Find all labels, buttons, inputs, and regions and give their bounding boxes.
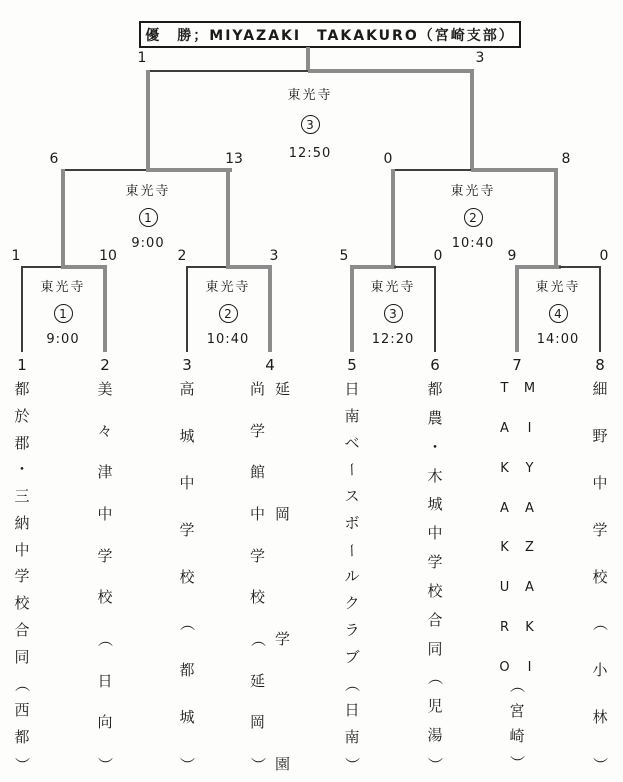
qf2-bar-left xyxy=(186,266,228,268)
name-char: 納 xyxy=(14,513,30,532)
name-char: ル xyxy=(344,567,360,586)
name-char: ボ xyxy=(344,513,360,532)
vertical-name-line xyxy=(248,382,268,772)
name-char: 尚 xyxy=(249,380,265,398)
team-seed: 2 xyxy=(100,356,110,374)
name-char: 城 xyxy=(179,708,195,727)
sf2-right-leg xyxy=(554,169,558,267)
team-name-columns xyxy=(568,382,623,772)
qf4-score-left: 9 xyxy=(507,248,517,264)
qf4-bar-left xyxy=(515,265,561,269)
name-char: ・ xyxy=(14,460,30,479)
name-char: ） xyxy=(343,756,362,772)
name-char: A xyxy=(525,500,534,516)
team-name-columns xyxy=(320,382,384,772)
qf2-venue: 東光寺 xyxy=(205,280,251,295)
match-label-final xyxy=(265,84,355,161)
name-char: 学 xyxy=(97,546,113,565)
team-column-8 xyxy=(568,356,623,772)
vertical-name-line xyxy=(520,382,540,674)
name-char: 日 xyxy=(344,380,360,398)
name-char: Y xyxy=(525,460,534,476)
name-char: 同 xyxy=(14,647,30,666)
vertical-name-line xyxy=(342,382,362,772)
name-char: K xyxy=(500,540,509,556)
match-label-qf1 xyxy=(18,276,108,347)
vertical-name-line xyxy=(12,382,32,772)
sf1-bar-right xyxy=(146,168,232,172)
name-char: 農 xyxy=(427,408,443,427)
team-name-columns xyxy=(73,382,137,772)
sf1-right-leg xyxy=(226,169,230,267)
name-char: 合 xyxy=(14,621,30,640)
qf1-score-right: 10 xyxy=(99,248,117,264)
vertical-name-line xyxy=(425,382,445,772)
name-char: 岡 xyxy=(249,713,265,732)
name-char: 校 xyxy=(427,581,443,600)
vertical-name-line xyxy=(177,382,197,772)
qf2-score-left: 2 xyxy=(177,248,187,264)
name-char: Z xyxy=(525,540,534,556)
name-char: 高 xyxy=(179,380,195,398)
sf2-left-leg xyxy=(391,169,395,267)
name-char: ） xyxy=(178,756,197,773)
name-char: 林 xyxy=(592,708,608,727)
name-char: ブ xyxy=(344,647,360,666)
name-char: ） xyxy=(13,756,32,772)
name-char: 中 xyxy=(14,540,30,559)
sf2-score-left: 0 xyxy=(383,151,393,167)
name-char: 美 xyxy=(97,380,113,398)
name-char: ー xyxy=(343,542,362,558)
name-char: A xyxy=(500,500,509,516)
vertical-name-line xyxy=(95,382,115,772)
sf1-time: 9:00 xyxy=(131,236,165,251)
name-char: 園 xyxy=(274,755,290,773)
name-char: 南 xyxy=(344,728,360,747)
name-char: 学 xyxy=(179,520,195,539)
qf4-time: 14:00 xyxy=(536,332,580,347)
team-column-7 xyxy=(485,356,549,772)
sf1-left-leg xyxy=(61,169,65,267)
name-char: 学 xyxy=(249,421,265,440)
name-char: 崎 xyxy=(509,727,525,746)
name-char: 学 xyxy=(249,546,265,565)
qf3-score-left: 5 xyxy=(339,248,349,264)
name-char: 日 xyxy=(344,701,360,720)
final-bar-right xyxy=(308,69,474,73)
team-seed: 6 xyxy=(430,356,440,374)
name-char: （ xyxy=(591,616,610,632)
name-char: O xyxy=(499,659,510,675)
team-name-footer xyxy=(485,678,549,770)
name-char: ラ xyxy=(344,621,360,640)
name-char: 中 xyxy=(97,504,113,523)
team-seed: 5 xyxy=(347,356,357,374)
qf2-score-right: 3 xyxy=(269,248,279,264)
final-score-left: 1 xyxy=(137,50,147,66)
name-char: 城 xyxy=(179,426,195,445)
match-label-sf1 xyxy=(103,180,193,251)
name-char: 木 xyxy=(427,466,443,485)
name-char: 中 xyxy=(427,524,443,543)
name-char: A xyxy=(500,420,509,436)
name-char: 館 xyxy=(249,463,265,482)
name-char: 郡 xyxy=(14,433,30,452)
name-char: K xyxy=(500,460,509,476)
final-bar-left xyxy=(147,70,310,72)
name-char: ） xyxy=(426,756,445,772)
name-char: 於 xyxy=(14,406,30,425)
name-char: （ xyxy=(96,631,115,647)
qf1-bar-right xyxy=(61,265,107,269)
name-char: （ xyxy=(508,677,527,694)
name-char: 校 xyxy=(592,567,608,586)
name-char: 校 xyxy=(179,567,195,586)
name-char: 学 xyxy=(592,520,608,539)
name-char: 学 xyxy=(427,553,443,572)
name-char: ） xyxy=(591,756,610,773)
qf1-score-left: 1 xyxy=(11,248,21,264)
name-char: （ xyxy=(178,616,197,632)
sf2-bar-right xyxy=(471,168,558,172)
name-char: 湯 xyxy=(427,726,443,745)
qf2-game-number: 2 xyxy=(219,304,238,323)
name-char: 児 xyxy=(427,697,443,716)
name-char: ー xyxy=(343,462,362,478)
qf4-bar-right xyxy=(559,266,601,268)
name-char: 都 xyxy=(179,661,195,680)
name-char: 中 xyxy=(592,473,608,492)
name-char: 南 xyxy=(344,406,360,425)
qf1-bar-left xyxy=(21,266,63,268)
qf3-bar-left xyxy=(350,265,396,269)
name-char: （ xyxy=(343,676,362,692)
team-seed: 3 xyxy=(182,356,192,374)
name-char: 日 xyxy=(97,671,113,690)
sf2-score-right: 8 xyxy=(561,151,571,167)
name-char: 々 xyxy=(97,421,113,440)
name-char: （ xyxy=(248,631,267,647)
name-char: R xyxy=(499,620,510,636)
sf1-score-right: 13 xyxy=(225,151,243,167)
match-label-sf2 xyxy=(428,180,518,251)
team-name-columns xyxy=(238,382,302,772)
match-label-qf3 xyxy=(348,276,438,347)
qf3-game-number: 3 xyxy=(384,304,403,323)
name-char: 都 xyxy=(14,380,30,398)
name-char: A xyxy=(525,580,534,596)
final-right-leg xyxy=(470,70,474,170)
final-time: 12:50 xyxy=(288,146,332,161)
sf1-game-number: 1 xyxy=(139,208,158,227)
name-char: 小 xyxy=(592,661,608,680)
vertical-name-line xyxy=(273,382,293,772)
sf2-game-number: 2 xyxy=(464,208,483,227)
name-char: ・ xyxy=(427,437,443,456)
team-seed: 4 xyxy=(265,356,275,374)
team-seed: 8 xyxy=(595,356,605,374)
name-char: M xyxy=(523,381,536,396)
team-column-3 xyxy=(155,356,219,772)
qf1-venue: 東光寺 xyxy=(40,280,86,295)
qf4-score-right: 0 xyxy=(599,248,609,264)
qf4-venue: 東光寺 xyxy=(535,280,581,295)
team-seed: 7 xyxy=(512,356,522,374)
sf2-time: 10:40 xyxy=(451,236,495,251)
name-char: K xyxy=(525,620,534,636)
name-char: 中 xyxy=(249,504,265,523)
qf3-venue: 東光寺 xyxy=(370,280,416,295)
name-char: ） xyxy=(96,756,115,772)
team-name-columns xyxy=(485,382,549,674)
name-char: ク xyxy=(344,594,360,613)
name-char: 都 xyxy=(14,728,30,747)
sf1-bar-left xyxy=(61,169,148,171)
name-char: （ xyxy=(426,670,445,686)
sf2-venue: 東光寺 xyxy=(450,184,496,199)
name-char: 都 xyxy=(427,380,443,398)
team-name-columns xyxy=(0,382,54,772)
qf2-bar-right xyxy=(226,265,272,269)
match-label-qf2 xyxy=(183,276,273,347)
team-name-columns xyxy=(155,382,219,772)
name-char: 同 xyxy=(427,639,443,658)
name-char: 校 xyxy=(97,588,113,607)
qf3-time: 12:20 xyxy=(371,332,415,347)
champion-box xyxy=(139,21,521,48)
qf1-game-number: 1 xyxy=(54,304,73,323)
team-column-4 xyxy=(238,356,302,772)
name-char: ス xyxy=(344,487,360,506)
name-char: 西 xyxy=(14,701,30,720)
sf2-bar-left xyxy=(391,169,473,171)
name-char: 野 xyxy=(592,426,608,445)
sf1-score-left: 6 xyxy=(49,151,59,167)
champion-label: 優 勝；MIYAZAKI TAKAKURO（宮崎支部） xyxy=(145,27,515,44)
final-left-leg xyxy=(146,70,150,170)
name-char: 延 xyxy=(274,380,290,398)
name-char: 校 xyxy=(14,594,30,613)
qf2-time: 10:40 xyxy=(206,332,250,347)
name-char: 向 xyxy=(97,713,113,732)
name-char: 学 xyxy=(14,567,30,586)
vertical-name-line xyxy=(495,382,515,674)
name-char: I xyxy=(527,659,532,675)
name-char: 延 xyxy=(249,671,265,690)
name-char: 三 xyxy=(14,487,30,506)
name-char: 細 xyxy=(592,380,608,398)
qf3-score-right: 0 xyxy=(433,248,443,264)
team-name-columns xyxy=(403,382,467,772)
match-label-qf4 xyxy=(513,276,603,347)
team-column-6 xyxy=(403,356,467,772)
team-seed: 1 xyxy=(17,356,27,374)
name-char: 宮 xyxy=(509,701,525,720)
name-char: 城 xyxy=(427,495,443,514)
vertical-name-line xyxy=(507,678,527,770)
name-char: 中 xyxy=(179,473,195,492)
name-char: ） xyxy=(248,756,267,772)
name-char: ） xyxy=(508,754,527,770)
final-score-right: 3 xyxy=(475,50,485,66)
vertical-name-line xyxy=(590,382,610,772)
qf3-bar-right xyxy=(394,266,436,268)
team-column-1 xyxy=(0,356,54,772)
name-char: 岡 xyxy=(274,505,290,523)
qf1-time: 9:00 xyxy=(46,332,80,347)
qf4-game-number: 4 xyxy=(549,304,568,323)
sf1-venue: 東光寺 xyxy=(125,184,171,199)
final-venue: 東光寺 xyxy=(287,88,333,103)
name-char: 学 xyxy=(274,630,290,648)
champion-winner-line xyxy=(306,47,310,71)
name-char: ベ xyxy=(344,433,360,452)
final-game-number: 3 xyxy=(301,115,320,134)
name-char: T xyxy=(500,381,509,396)
name-char: U xyxy=(499,580,510,596)
name-char: 校 xyxy=(249,588,265,607)
team-column-2 xyxy=(73,356,137,772)
name-char: 合 xyxy=(427,610,443,629)
name-char: 津 xyxy=(97,463,113,482)
team-column-5 xyxy=(320,356,384,772)
name-char: I xyxy=(527,420,532,436)
name-char: （ xyxy=(13,676,32,692)
